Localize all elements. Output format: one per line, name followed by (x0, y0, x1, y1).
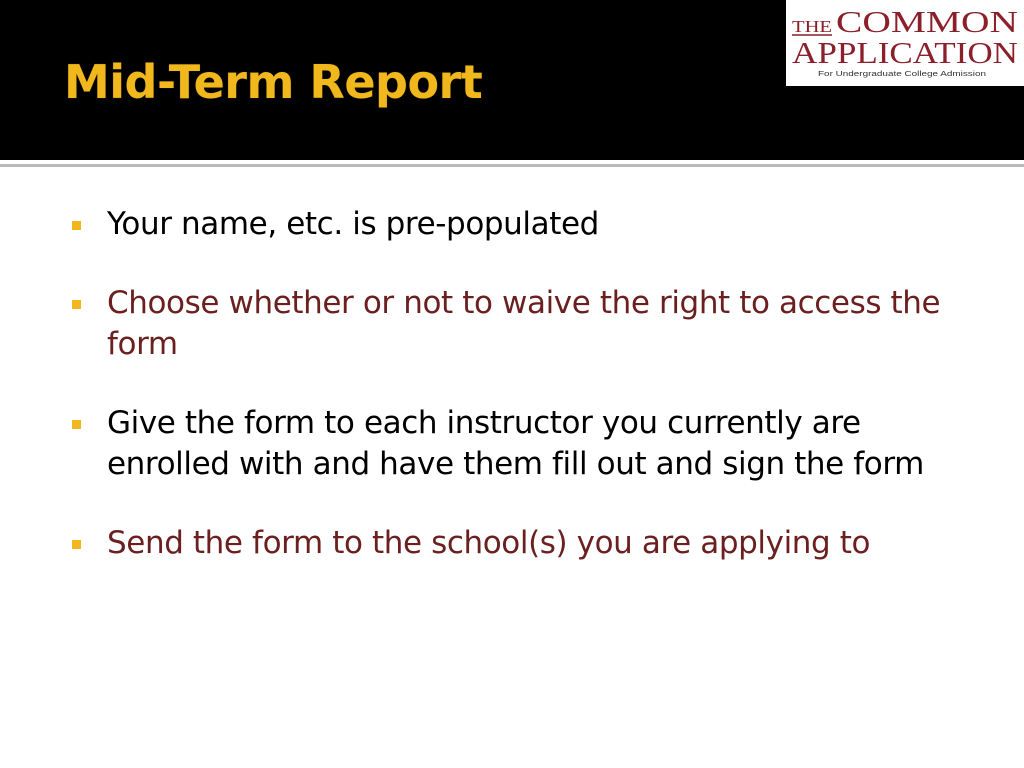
bullet-item-give-form (70, 403, 970, 485)
common-application-logo (786, 0, 1024, 86)
bullet-text: Choose whether or not to waive the right to access the form (107, 285, 941, 362)
square-bullet-icon (72, 420, 81, 429)
header-divider (0, 164, 1024, 167)
logo-common-text: COMMON (836, 4, 1018, 39)
bullet-item-prepopulated (70, 204, 970, 245)
bullet-item-send-form (70, 523, 970, 564)
bullet-text: Send the form to the school(s) you are applying to (107, 525, 871, 561)
bullet-list (70, 204, 970, 564)
logo-application-text: APPLICATION (792, 35, 1018, 70)
bullet-text: Your name, etc. is pre-populated (107, 206, 599, 242)
square-bullet-icon (72, 221, 81, 230)
bullet-text: Give the form to each instructor you currently are enrolled with and have them fill out and sign the form (107, 405, 924, 482)
square-bullet-icon (72, 540, 81, 549)
slide-content (70, 204, 970, 602)
logo-the-text: THE (792, 17, 832, 36)
slide-title: Mid-Term Report (64, 55, 483, 109)
logo-tagline-text: For Undergraduate College Admission (818, 71, 987, 78)
square-bullet-icon (72, 300, 81, 309)
bullet-item-waive-right (70, 283, 970, 365)
